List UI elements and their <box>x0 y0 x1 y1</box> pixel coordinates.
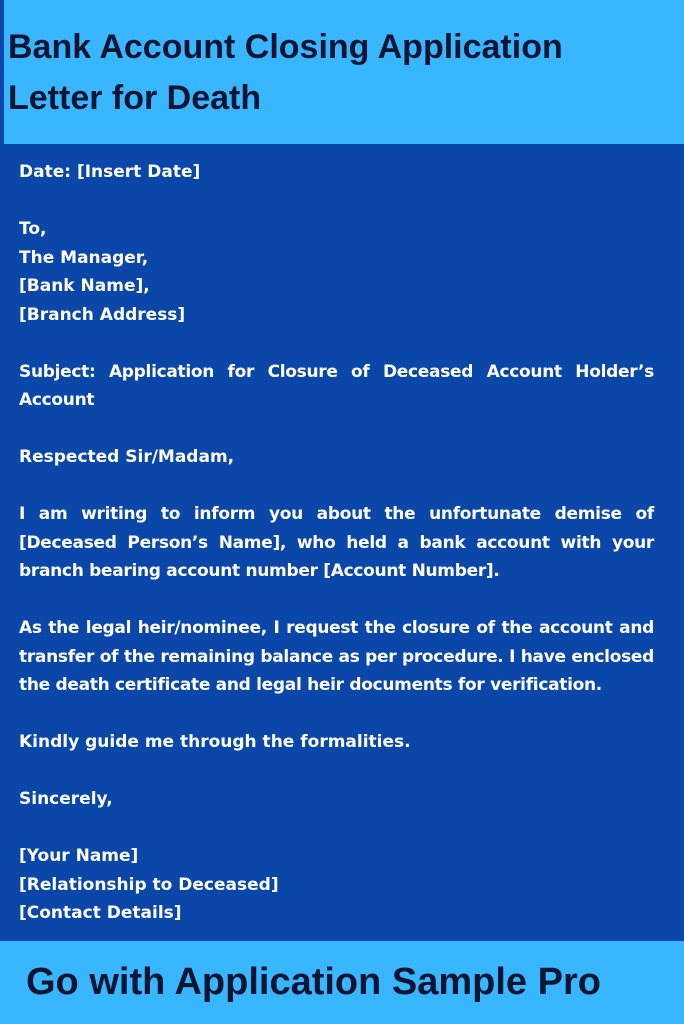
address-line: [Branch Address] <box>19 304 186 325</box>
letter-paragraph-2: As the legal heir/nominee, I request the closure of the account and transfer of the remaining balance as per procedure. I have enclosed the death certificate and legal heir documents for verification. <box>19 618 654 695</box>
title-line-2: Letter for Death <box>8 79 262 117</box>
address-line: The Manager, <box>19 247 149 268</box>
footer-tagline: Go with Application Sample Pro <box>26 961 601 1003</box>
address-line: [Bank Name], <box>19 276 150 296</box>
address-line: To, <box>19 219 47 239</box>
letter-date: Date: [Insert Date] <box>19 162 201 182</box>
recipient-address <box>19 215 654 329</box>
header-banner <box>0 0 684 144</box>
letter-closing: Sincerely, <box>19 789 113 809</box>
signature-line: [Relationship to Deceased] <box>19 874 279 895</box>
letter-salutation: Respected Sir/Madam, <box>19 447 235 467</box>
letter-paragraph-3: Kindly guide me through the formalities. <box>19 732 411 752</box>
page-title <box>8 22 648 124</box>
signature-line: [Contact Details] <box>19 903 182 923</box>
signature-line: [Your Name] <box>19 846 139 866</box>
letter-paragraph-1: I am writing to inform you about the unfortunate demise of [Deceased Person’s Name], who held a bank account with your branch bearing account number [Account Number]. <box>19 504 654 581</box>
letter-body <box>19 158 654 956</box>
title-line-1: Bank Account Closing Application <box>8 28 563 66</box>
footer-banner <box>0 941 684 1024</box>
letter-subject: Subject: Application for Closure of Deceased Account Holder’s Account <box>19 361 654 410</box>
signature-block <box>19 842 654 928</box>
